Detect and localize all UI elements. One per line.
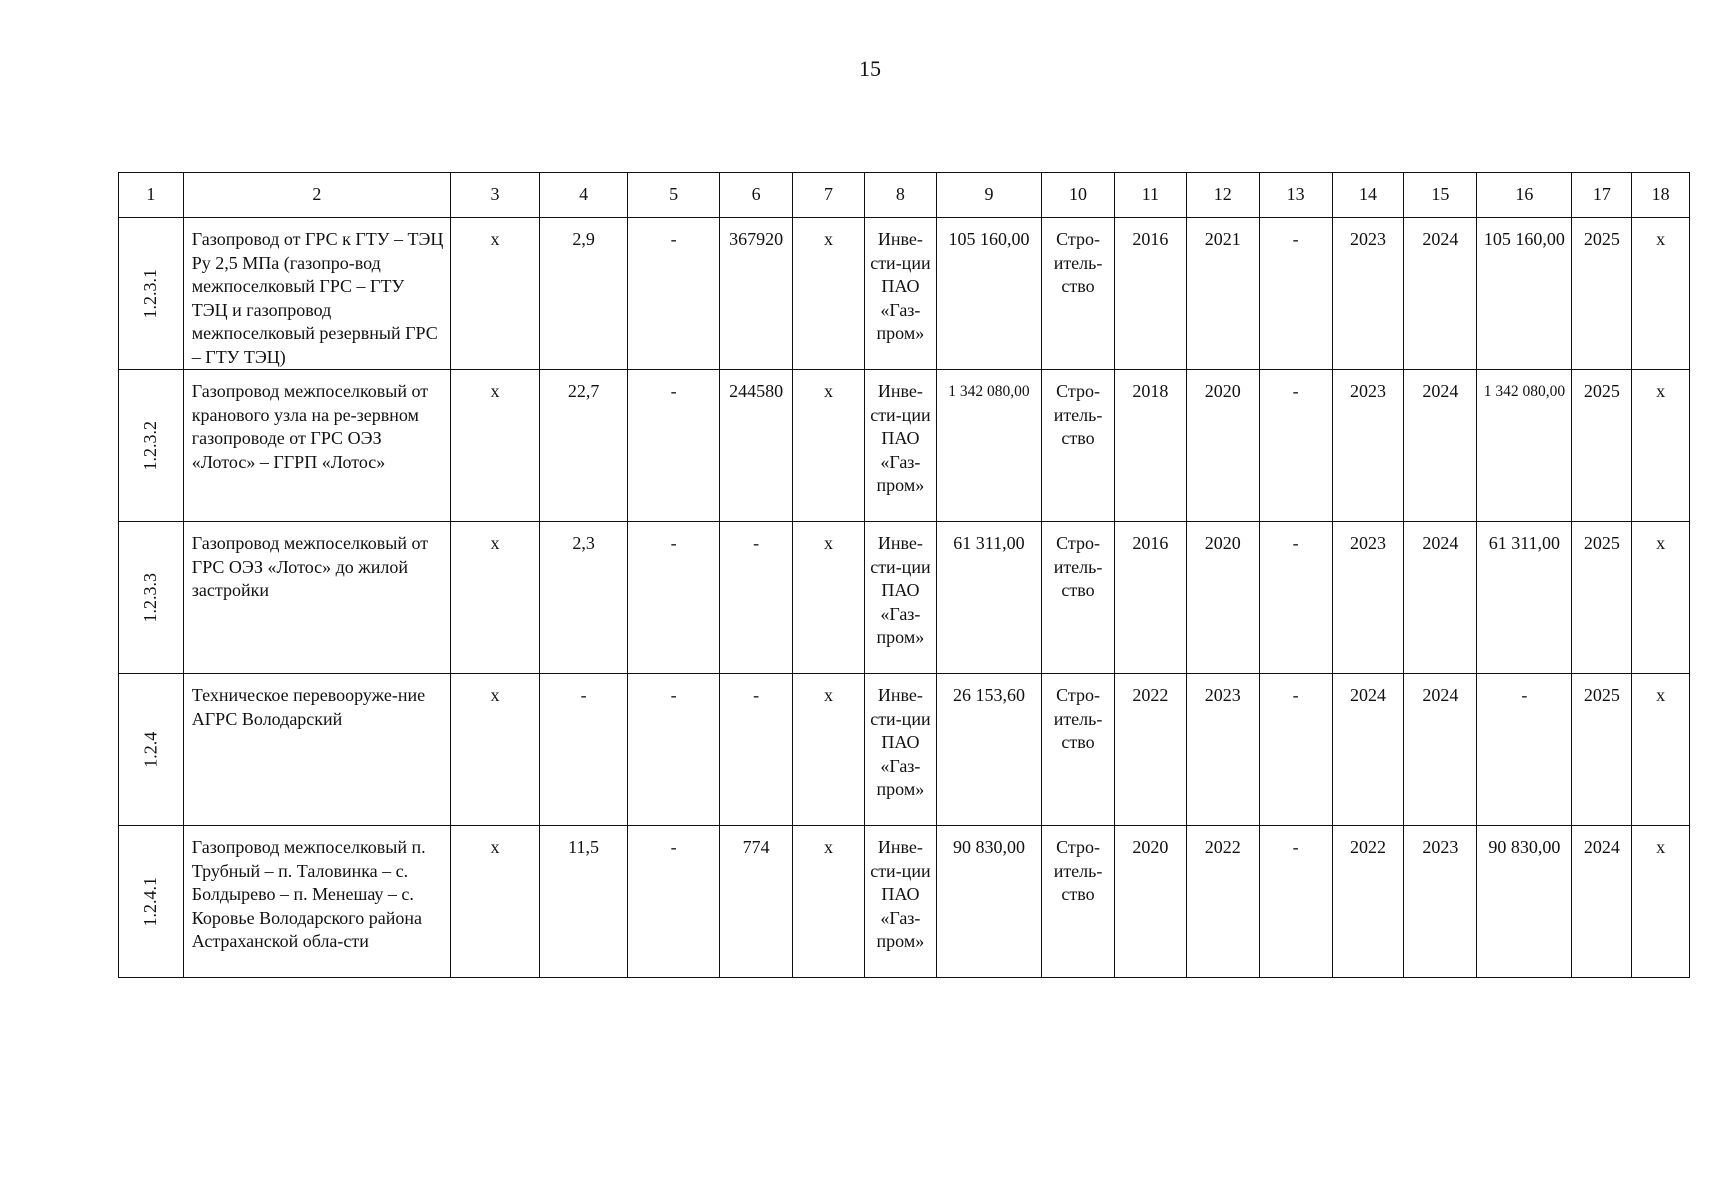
cell-col5: - [628, 674, 720, 826]
cell-col4: 22,7 [540, 370, 628, 522]
column-header: 5 [628, 173, 720, 218]
cell-col15: 2024 [1404, 674, 1477, 826]
row-number-cell [119, 218, 184, 370]
cell-col13: - [1259, 674, 1332, 826]
column-header: 12 [1186, 173, 1259, 218]
cell-col18: х [1632, 218, 1690, 370]
cell-col9: 90 830,00 [936, 826, 1041, 978]
cell-col17: 2024 [1572, 826, 1632, 978]
cell-col11: 2016 [1114, 218, 1186, 370]
cell-col16: 61 311,00 [1477, 522, 1572, 674]
row-number-cell [119, 826, 184, 978]
column-header: 14 [1332, 173, 1404, 218]
object-name: Газопровод межпоселковый от кранового узла на ре-зервном газопроводе от ГРС ОЭЗ «Лотос» – ГГРП «Лотос» [183, 370, 450, 522]
column-header: 10 [1042, 173, 1115, 218]
header-row [119, 173, 1690, 218]
table-row [119, 522, 1690, 674]
cell-col7: х [793, 370, 865, 522]
funding-source: Инве-сти-ции ПАО «Газ-пром» [864, 674, 936, 826]
cell-col12: 2022 [1186, 826, 1259, 978]
cell-col16: 105 160,00 [1477, 218, 1572, 370]
cell-col7: х [793, 674, 865, 826]
cell-col9: 1 342 080,00 [936, 370, 1041, 522]
column-header: 9 [936, 173, 1041, 218]
cell-col12: 2023 [1186, 674, 1259, 826]
cell-col6: 367920 [720, 218, 793, 370]
cell-col13: - [1259, 522, 1332, 674]
cell-col12: 2021 [1186, 218, 1259, 370]
cell-col4: - [540, 674, 628, 826]
cell-col6: 774 [720, 826, 793, 978]
table-row [119, 370, 1690, 522]
cell-col14: 2022 [1332, 826, 1404, 978]
cell-col11: 2016 [1114, 522, 1186, 674]
cell-col3: х [451, 674, 540, 826]
column-header: 13 [1259, 173, 1332, 218]
funding-source: Инве-сти-ции ПАО «Газ-пром» [864, 522, 936, 674]
table-row [119, 826, 1690, 978]
cell-col3: х [451, 370, 540, 522]
cell-col11: 2018 [1114, 370, 1186, 522]
cell-col17: 2025 [1572, 674, 1632, 826]
cell-col5: - [628, 826, 720, 978]
work-type: Стро-итель-ство [1042, 370, 1115, 522]
cell-col14: 2023 [1332, 218, 1404, 370]
page-number: 15 [859, 56, 881, 81]
cell-col5: - [628, 370, 720, 522]
cell-col18: х [1632, 674, 1690, 826]
cell-col14: 2023 [1332, 522, 1404, 674]
row-number-cell [119, 674, 184, 826]
column-header: 1 [119, 173, 184, 218]
cell-col15: 2024 [1404, 370, 1477, 522]
cell-col16: - [1477, 674, 1572, 826]
object-name: Газопровод от ГРС к ГТУ – ТЭЦ Ру 2,5 МПа (газопро-вод межпоселковый ГРС – ГТУ ТЭЦ и газопровод межпоселковый резервный ГРС – ГТУ ТЭЦ) [183, 218, 450, 370]
work-type: Стро-итель-ство [1042, 522, 1115, 674]
cell-col12: 2020 [1186, 522, 1259, 674]
cell-col13: - [1259, 370, 1332, 522]
work-type: Стро-итель-ство [1042, 826, 1115, 978]
row-number-cell [119, 370, 184, 522]
cell-col7: х [793, 522, 865, 674]
column-header: 6 [720, 173, 793, 218]
object-name: Газопровод межпоселковый п. Трубный – п. Таловинка – с. Болдырево – п. Менешау – с. Коровье Володарского района Астраханской обла-сти [183, 826, 450, 978]
cell-col15: 2023 [1404, 826, 1477, 978]
cell-col18: х [1632, 826, 1690, 978]
row-number-cell [119, 522, 184, 674]
cell-col4: 2,9 [540, 218, 628, 370]
cell-col12: 2020 [1186, 370, 1259, 522]
cell-col7: х [793, 218, 865, 370]
cell-col9: 26 153,60 [936, 674, 1041, 826]
column-header: 3 [451, 173, 540, 218]
cell-col6: - [720, 522, 793, 674]
cell-col17: 2025 [1572, 218, 1632, 370]
column-header: 4 [540, 173, 628, 218]
cell-col17: 2025 [1572, 522, 1632, 674]
cell-col3: х [451, 522, 540, 674]
cell-col11: 2022 [1114, 674, 1186, 826]
column-header: 8 [864, 173, 936, 218]
row-number: 1.2.3.3 [140, 572, 161, 623]
object-name: Газопровод межпоселковый от ГРС ОЭЗ «Лотос» до жилой застройки [183, 522, 450, 674]
funding-source: Инве-сти-ции ПАО «Газ-пром» [864, 370, 936, 522]
column-header: 16 [1477, 173, 1572, 218]
column-header: 15 [1404, 173, 1477, 218]
cell-col6: 244580 [720, 370, 793, 522]
funding-source: Инве-сти-ции ПАО «Газ-пром» [864, 218, 936, 370]
work-type: Стро-итель-ство [1042, 674, 1115, 826]
column-header: 2 [183, 173, 450, 218]
cell-col9: 61 311,00 [936, 522, 1041, 674]
cell-col15: 2024 [1404, 522, 1477, 674]
row-number: 1.2.4.1 [140, 876, 161, 927]
cell-col6: - [720, 674, 793, 826]
cell-col3: х [451, 826, 540, 978]
column-header: 11 [1114, 173, 1186, 218]
cell-col9: 105 160,00 [936, 218, 1041, 370]
cell-col5: - [628, 522, 720, 674]
column-header: 18 [1632, 173, 1690, 218]
cell-col13: - [1259, 826, 1332, 978]
cell-col18: х [1632, 370, 1690, 522]
cell-col4: 11,5 [540, 826, 628, 978]
cell-col3: х [451, 218, 540, 370]
cell-col17: 2025 [1572, 370, 1632, 522]
cell-col18: х [1632, 522, 1690, 674]
cell-col7: х [793, 826, 865, 978]
column-header: 7 [793, 173, 865, 218]
column-header: 17 [1572, 173, 1632, 218]
cell-col16: 90 830,00 [1477, 826, 1572, 978]
work-type: Стро-итель-ство [1042, 218, 1115, 370]
table-row [119, 674, 1690, 826]
cell-col13: - [1259, 218, 1332, 370]
cell-col16: 1 342 080,00 [1477, 370, 1572, 522]
cell-col11: 2020 [1114, 826, 1186, 978]
cell-col5: - [628, 218, 720, 370]
row-number: 1.2.3.1 [140, 268, 161, 319]
funding-source: Инве-сти-ции ПАО «Газ-пром» [864, 826, 936, 978]
cell-col15: 2024 [1404, 218, 1477, 370]
object-name: Техническое перевооруже-ние АГРС Володарский [183, 674, 450, 826]
cell-col14: 2023 [1332, 370, 1404, 522]
investment-table [118, 172, 1690, 978]
cell-col4: 2,3 [540, 522, 628, 674]
row-number: 1.2.3.2 [140, 420, 161, 471]
table-row [119, 218, 1690, 370]
row-number: 1.2.4 [140, 731, 161, 768]
cell-col14: 2024 [1332, 674, 1404, 826]
